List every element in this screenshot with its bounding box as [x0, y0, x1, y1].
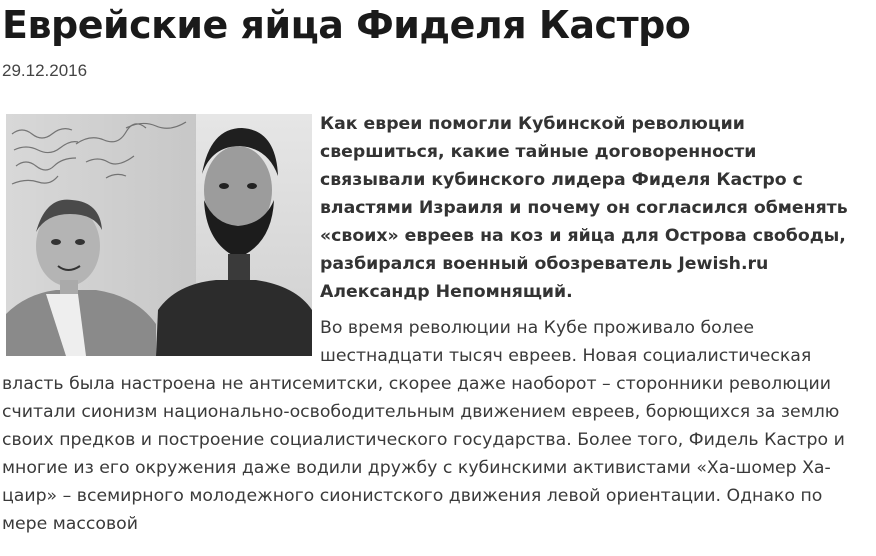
article-photo [6, 114, 312, 356]
article-title: Еврейские яйца Фиделя Кастро [2, 3, 691, 47]
article-paragraph: Во время революции на Кубе проживало более шестнадцати тысяч евреев. Новая социалистическая власть была настроена не антисемитски, скорее даже наоборот – сторонники революции считали сионизм национально-освободительным движением евреев, борющихся за землю своих предков и построение социалистического государства. Более того, Фидель Кастро и многие из его окружения даже водили дружбу с кубинскими активистами «Ха-шомер Ха-цаир» – всемирного молодежного сионистского движения левой ориентации. Однако по мере массовой [2, 318, 845, 534]
photo-icon [6, 114, 312, 356]
article-date: 29.12.2016 [2, 61, 88, 80]
article-lead: Как евреи помогли Кубинской революции свершиться, какие тайные договоренности связывали кубинского лидера Фиделя Кастро с властями Израиля и почему он согласился обменять «своих» евреев на коз и яйца для Острова свободы, разбирался военный обозреватель Jewish.ru Александр Непомнящий. [320, 114, 848, 302]
article-body [2, 110, 862, 538]
